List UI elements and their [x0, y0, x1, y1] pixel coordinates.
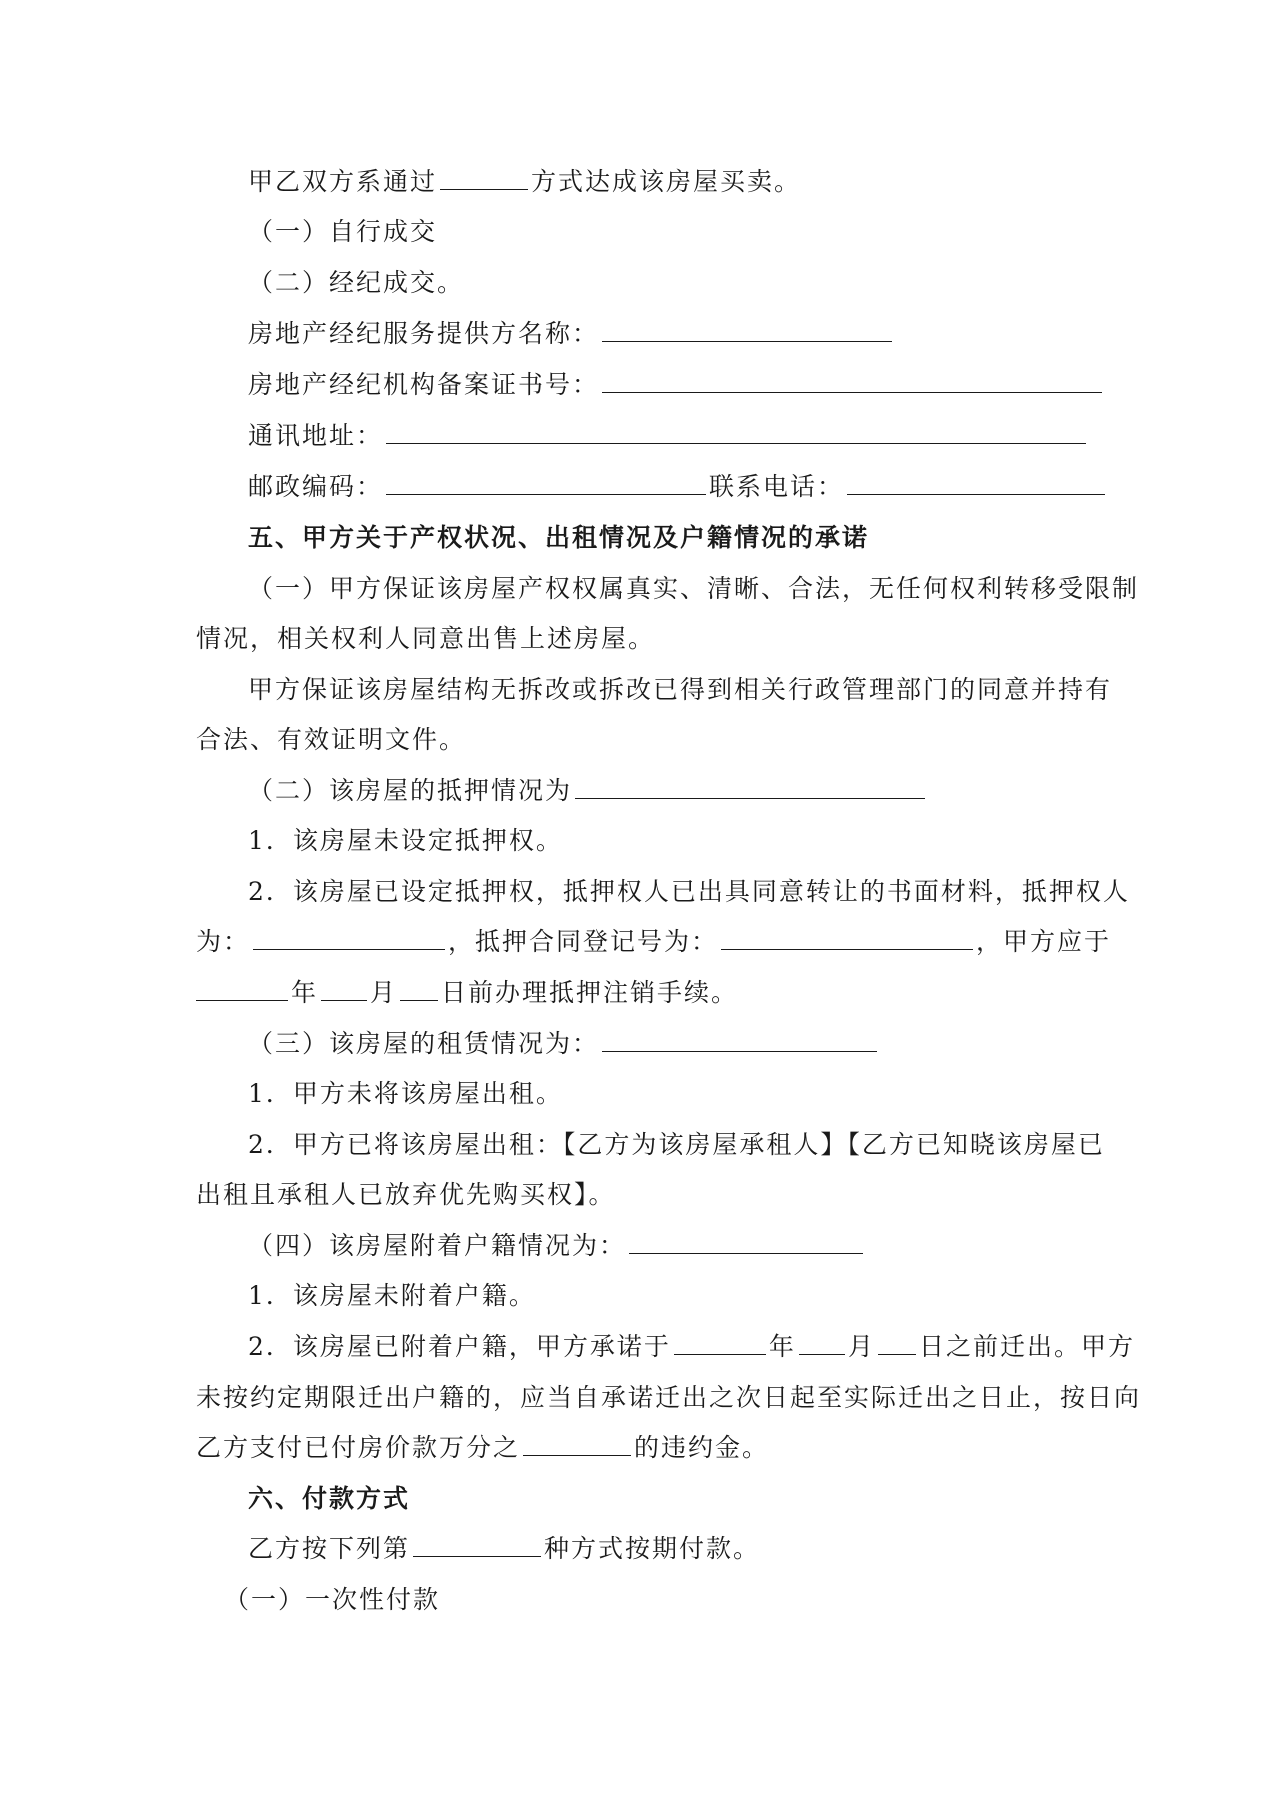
blank-field[interactable]: [253, 925, 445, 950]
blank-field[interactable]: [386, 419, 1086, 444]
line-payment-choice: [248, 1532, 760, 1566]
option-self-deal: （一）自行成交: [248, 217, 438, 246]
text: 月: [847, 1332, 875, 1361]
line-household-date: [248, 1330, 1135, 1364]
text: 通讯地址：: [248, 421, 384, 450]
text: 甲乙双方系通过: [248, 167, 438, 196]
line-address: [248, 419, 1089, 453]
line-broker-name: [248, 317, 895, 351]
text: 年: [768, 1332, 796, 1361]
paragraph-line: 甲方保证该房屋结构无拆改或拆改已得到相关行政管理部门的同意并持有: [248, 675, 1113, 704]
text: 邮政编码：: [248, 472, 384, 501]
line-transaction-method: [248, 165, 801, 199]
text: 房地产经纪机构备案证书号：: [248, 370, 600, 399]
line-postcode-phone: [248, 470, 1108, 504]
blank-field[interactable]: [386, 470, 706, 495]
text: ，甲方应于: [976, 927, 1112, 956]
line-lease-status: [248, 1027, 880, 1061]
blank-field[interactable]: [575, 774, 925, 799]
blank-field[interactable]: [602, 317, 892, 342]
blank-field[interactable]: [413, 1532, 541, 1557]
blank-field[interactable]: [321, 976, 367, 1001]
blank-field[interactable]: [878, 1330, 916, 1355]
text: 为：: [196, 927, 251, 956]
section-heading-5: 五、甲方关于产权状况、出租情况及户籍情况的承诺: [248, 523, 870, 552]
blank-field[interactable]: [440, 165, 528, 190]
text: 日前办理抵押注销手续。: [441, 978, 739, 1007]
paragraph-line: 2．该房屋已设定抵押权，抵押权人已出具同意转让的书面材料，抵押权人: [248, 877, 1130, 906]
blank-field[interactable]: [721, 925, 973, 950]
text: 房地产经纪服务提供方名称：: [248, 319, 600, 348]
text: 月: [370, 978, 398, 1007]
paragraph-line: 未按约定期限迁出户籍的，应当自承诺迁出之次日起至实际迁出之日止，按日向: [196, 1383, 1142, 1412]
text: （二）该房屋的抵押情况为: [248, 776, 573, 805]
text: 日之前迁出。甲方: [918, 1332, 1135, 1361]
text: 的违约金。: [634, 1433, 770, 1462]
blank-field[interactable]: [799, 1330, 845, 1355]
line-penalty: [196, 1431, 769, 1465]
paragraph-line: 合法、有效证明文件。: [196, 725, 467, 754]
option-lump-sum: （一）一次性付款: [224, 1585, 441, 1614]
text: ，抵押合同登记号为：: [448, 927, 719, 956]
blank-field[interactable]: [400, 976, 438, 1001]
text: （三）该房屋的租赁情况为：: [248, 1029, 600, 1058]
option-no-household: 1．该房屋未附着户籍。: [248, 1281, 536, 1310]
option-broker-deal: （二）经纪成交。: [248, 268, 465, 297]
blank-field[interactable]: [847, 470, 1105, 495]
text: （四）该房屋附着户籍情况为：: [248, 1231, 627, 1260]
text: 联系电话：: [709, 472, 845, 501]
blank-field[interactable]: [602, 1027, 877, 1052]
line-broker-cert: [248, 368, 1105, 402]
line-mortgage-date: [196, 976, 738, 1010]
text: 方式达成该房屋买卖。: [531, 167, 802, 196]
text: 年: [291, 978, 319, 1007]
paragraph-line: （一）甲方保证该房屋产权权属真实、清晰、合法，无任何权利转移受限制: [248, 574, 1140, 603]
option-no-mortgage: 1．该房屋未设定抵押权。: [248, 826, 563, 855]
blank-field[interactable]: [674, 1330, 766, 1355]
blank-field[interactable]: [602, 368, 1102, 393]
option-not-leased: 1．甲方未将该房屋出租。: [248, 1079, 563, 1108]
text: 乙方按下列第: [248, 1534, 411, 1563]
blank-field[interactable]: [196, 976, 288, 1001]
line-household-status: [248, 1229, 866, 1263]
line-mortgage-status: [248, 774, 928, 808]
text: 种方式按期付款。: [544, 1534, 761, 1563]
paragraph-line: 2．甲方已将该房屋出租：【乙方为该房屋承租人】【乙方已知晓该房屋已: [248, 1130, 1105, 1159]
section-heading-6: 六、付款方式: [248, 1484, 411, 1513]
text: 2．该房屋已附着户籍，甲方承诺于: [248, 1332, 671, 1361]
blank-field[interactable]: [629, 1229, 863, 1254]
paragraph-line: 情况，相关权利人同意出售上述房屋。: [196, 624, 656, 653]
text: 乙方支付已付房价款万分之: [196, 1433, 521, 1462]
blank-field[interactable]: [523, 1431, 631, 1456]
paragraph-line: 出租且承租人已放弃优先购买权】。: [196, 1180, 616, 1209]
line-mortgagee: [196, 925, 1111, 959]
